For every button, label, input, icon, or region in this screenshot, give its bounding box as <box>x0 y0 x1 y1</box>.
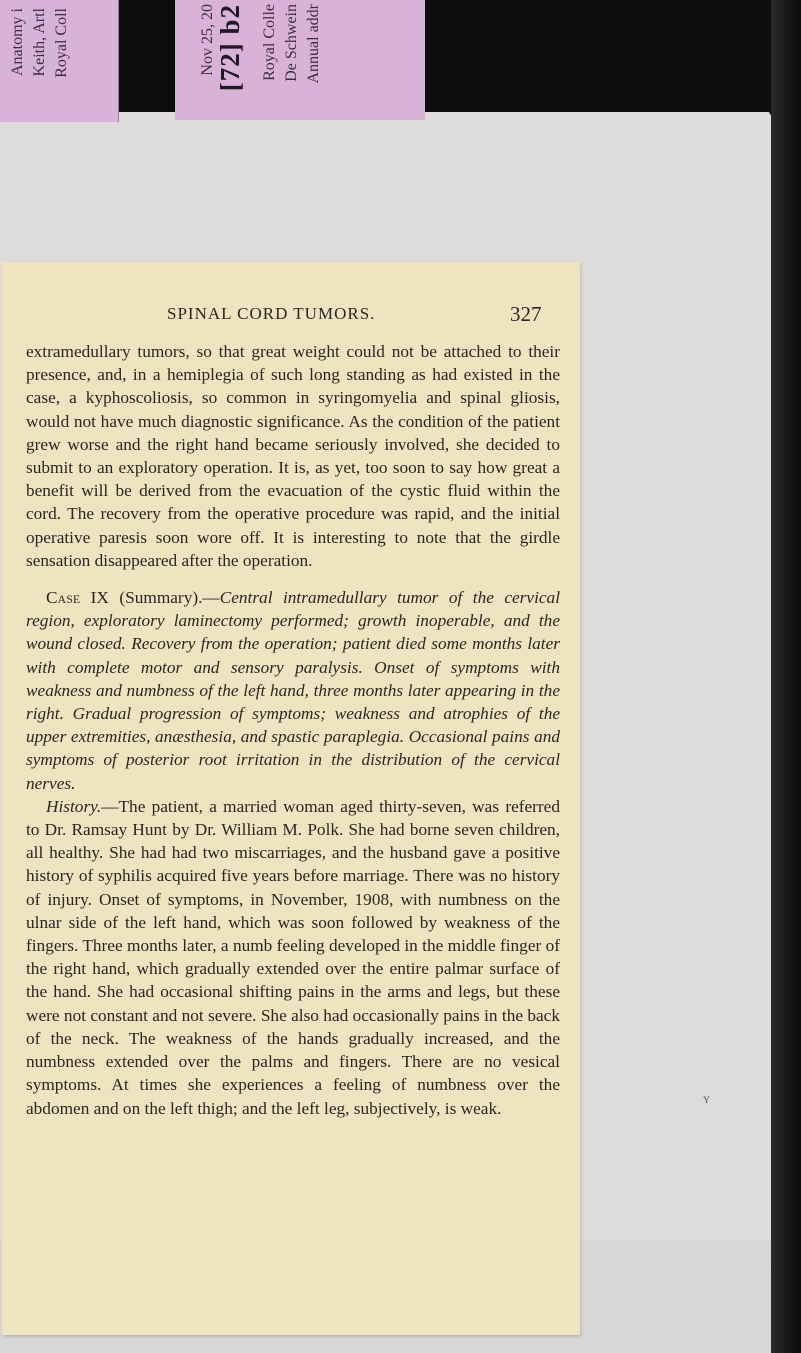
library-slip-mid <box>175 0 425 120</box>
history-label: History. <box>46 796 102 816</box>
paragraph-continuation: extramedullary tumors, so that great weight could not be attached to their presence, and, in a hemiplegia of such long standing as had existed in the case, a kyphoscoliosis, so common in syringomyelia and spinal gliosis, would not have much diagnostic significance. As the condition of the patient grew worse and the right hand became seriously involved, she decided to submit to an exploratory operation. It is, as yet, too soon to say how great a benefit will be derived from the evacuation of the cystic fluid within the cord. The recovery from the operative procedure was rapid, and the initial operative paresis soon wore off. It is interesting to note that the girdle sensation disappeared after the operation. <box>26 342 560 570</box>
history-paragraph <box>26 795 560 1120</box>
case-label: Case IX <box>46 588 109 608</box>
slip-left-line-2: Keith, Artl <box>31 8 48 77</box>
history-text: —The patient, a married woman aged thirty-seven, was referred to Dr. Ramsay Hunt by Dr. William M. Polk. She had borne seven children, all healthy. She had had two miscarriages, and the husband gave a positive history of syphilis acquired five years before marriage. There was no history of injury. Onset of symptoms, in November, 1908, with numbness on the ulnar side of the left hand, which was soon followed by weakness of the fingers. Three months later, a numb feeling developed in the middle finger of the right hand, which gradually extended over the entire palmar surface of the hand. She had occasional shifting pains in the arms and legs, but these were not constant and not severe. She also had occasionally pains in the back of the neck. The weakness of the hands gradually increased, and the numbness extended over the palms and fingers. There are no vesical symptoms. At times she experiences a feeling of numbness over the abdomen and on the left thigh; and the left leg, subjectively, is weak. <box>26 796 560 1118</box>
case-summary-paragraph <box>26 586 560 795</box>
slip-left-line-3: Royal Coll <box>53 8 70 78</box>
page-header <box>2 302 580 332</box>
page-body <box>26 340 560 1120</box>
slip-mid-date: Nov 25, 20 <box>199 4 216 76</box>
dark-edge <box>771 0 801 1353</box>
slip-mid-line-2: De Schwein <box>283 4 300 82</box>
library-slip-left <box>0 0 119 122</box>
book-page <box>2 262 580 1335</box>
case-summary-text: Central intramedullary tumor of the cervical region, exploratory laminectomy performed; growth inoperable, and the wound closed. Recovery from the operation; patient died some months later with complete motor and sensory paralysis. Onset of symptoms with weakness and numbness of the left hand, three months later appearing in the right. Gradual progression of symptoms; weakness and atrophies of the upper extremities, anæsthesia, and spastic paraplegia. Occasional pains and symptoms of posterior root irritation in the distribution of the cervical nerves. <box>26 588 560 793</box>
slip-mid-call-number: [72] b2 <box>215 4 245 92</box>
running-head: SPINAL CORD TUMORS. <box>167 304 376 323</box>
slip-mid-line-1: Annual addr <box>305 4 322 84</box>
case-summary-label: (Summary).— <box>119 588 220 608</box>
stray-mark: ʏ <box>703 1092 710 1107</box>
slip-mid-line-3: Royal Colle <box>261 4 278 81</box>
page-number: 327 <box>510 302 542 326</box>
slip-left-line-1: Anatomy i <box>9 8 26 76</box>
